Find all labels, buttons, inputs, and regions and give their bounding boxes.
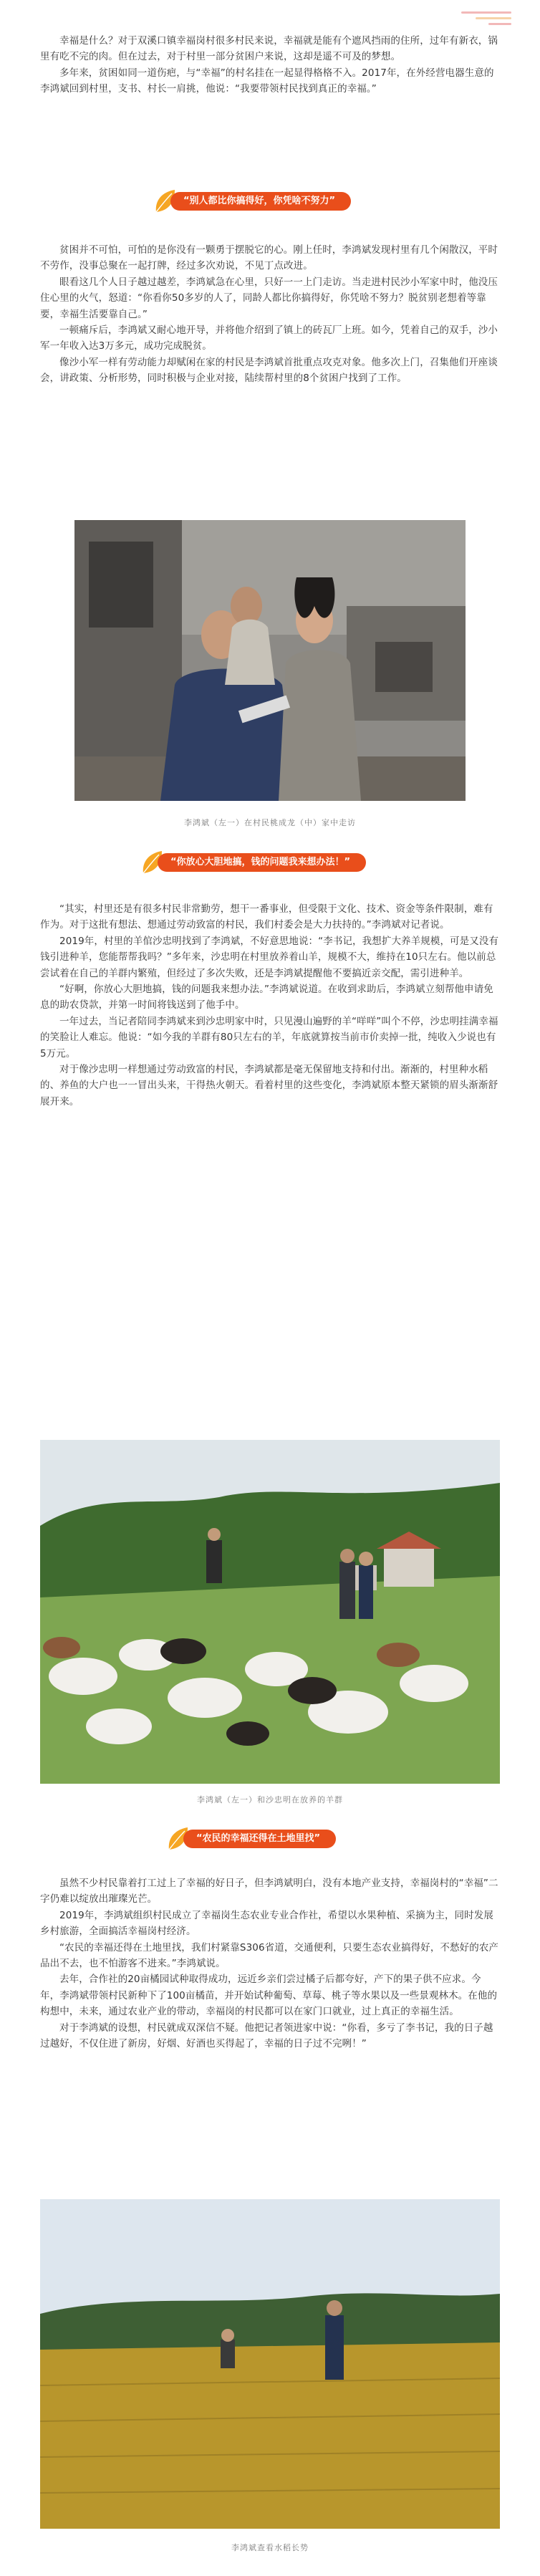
- photo-rice-field: [40, 2199, 500, 2529]
- body-paragraph: 2019年，李鸿斌组织村民成立了幸福岗生态农业专业合作社，希望以水果种植、采摘为主，同时发展乡村旅游，全面搞活幸福岗村经济。: [40, 1909, 493, 1938]
- section-1-body: [40, 242, 500, 387]
- intro-paragraph: 多年来，贫困如同一道伤疤，与“幸福”的村名挂在一起显得格格不入。2017年，在外经营电器生意的李鸿斌回到村里，支书、村长一肩挑，他说：“我要带领村民找到真正的幸福。”: [40, 67, 494, 95]
- body-paragraph: 眼看这几个人日子越过越差，李鸿斌急在心里，只好一一上门走访。当走进村民沙小军家中时，他没压住心里的火气，怒道：“你看你50多岁的人了，同龄人都比你搞得好，你凭啥不努力？脱贫别老想着等靠要，幸福生活要靠自己。”: [40, 276, 498, 320]
- body-paragraph: 对于李鸿斌的设想，村民就成双深信不疑。他把记者领进家中说：“你看，多亏了李书记，我的日子越过越好，不仅住进了新房，好烟、好酒也买得起了，幸福的日子过不完咧！”: [40, 2022, 493, 2050]
- photo-home-visit: [74, 520, 466, 801]
- section-3-body: [40, 1875, 500, 2052]
- corner-deco-icon: [461, 10, 513, 27]
- body-paragraph: 贫困并不可怕，可怕的是你没有一颗勇于摆脱它的心。刚上任时，李鸿斌发现村里有几个闲散汉，平时不劳作，没事总聚在一起打牌，经过多次劝说，不见丁点改进。: [40, 244, 498, 272]
- photo-caption: 李鸿斌（左一）和沙忠明在放养的羊群: [197, 1795, 343, 1804]
- section-heading-2: [140, 849, 366, 876]
- body-paragraph: “其实，村里还是有很多村民非常勤劳，想干一番事业，但受限于文化、技术、资金等条件限制，难有作为。对于这批有想法、想通过劳动致富的村民，我们村委会是大力扶持的。”李鸿斌对记者说。: [40, 903, 493, 931]
- section-heading-text: “你放心大胆地搞，钱的问题我来想办法！”: [158, 853, 366, 872]
- intro-section: [40, 33, 500, 97]
- photo-caption: 李鸿斌（左一）在村民桃成龙（中）家中走访: [184, 818, 356, 827]
- section-heading-3: [166, 1825, 336, 1852]
- body-paragraph: 2019年，村里的羊倌沙忠明找到了李鸿斌，不好意思地说：“李书记，我想扩大养羊规模，可是又没有钱引进种羊，您能帮帮我吗？”多年来，沙忠明在村里放养着山羊，规模不大，维持在10只左右。他以前总尝试着在自己的羊群内繁殖，但经过了多次失败，还是李鸿斌提醒他不要搞近亲交配，需引进种羊。: [40, 935, 499, 979]
- body-paragraph: 虽然不少村民靠着打工过上了幸福的好日子，但李鸿斌明白，没有本地产业支持，幸福岗村的“幸福”二字仍难以绽放出璀璨光芒。: [40, 1878, 498, 1905]
- section-2-body: [40, 901, 500, 1110]
- photo-goat-herd: [40, 1440, 500, 1784]
- body-paragraph: 一顿痛斥后，李鸿斌又耐心地开导，并将他介绍到了镇上的砖瓦厂上班。如今，凭着自己的双手，沙小军一年收入达3万多元，成功完成脱贫。: [40, 325, 498, 352]
- body-paragraph: “好啊，你放心大胆地搞，钱的问题我来想办法。”李鸿斌说道。在收到求助后，李鸿斌立刻帮他申请免息的助农贷款，并第一时间将钱送到了他手中。: [40, 984, 493, 1011]
- photo-caption: 李鸿斌查看水稻长势: [231, 2543, 309, 2552]
- body-paragraph: 一年过去，当记者陪同李鸿斌来到沙忠明家中时，只见漫山遍野的羊“咩咩”叫个不停，沙忠明挂满幸福的笑脸让人难忘。他说：“如今我的羊群有80只左右的羊，年底就算按当前市价卖掉一批，纯收入少说也有5万元。: [40, 1015, 498, 1059]
- body-paragraph: “农民的幸福还得在土地里找，我们村紧靠S306省道，交通便利，只要生态农业搞得好，不愁好的农产品出不去，也不怕游客不进来。”李鸿斌说。: [40, 1941, 499, 1970]
- body-paragraph: 对于像沙忠明一样想通过劳动致富的村民，李鸿斌都是毫无保留地支持和付出。渐渐的，村里种水稻的、养鱼的大户也一一冒出头来，干得热火朝天。看着村里的这些变化，李鸿斌原本整天紧锁的眉头渐渐舒展开来。: [40, 1064, 498, 1107]
- section-heading-text: “别人都比你搞得好，你凭啥不努力”: [170, 192, 351, 211]
- body-paragraph: 去年，合作社的20亩橘园试种取得成功，远近乡亲们尝过橘子后都夸好，产下的果子供不应求。今年，李鸿斌带领村民新种下了100亩橘苗，并开始试种葡萄、草莓、桃子等水果以及一些景观林木。在他的构想中，未来，通过农业产业的带动，幸福岗的村民都可以在家门口就业，过上真正的幸福生活。: [40, 1974, 498, 2018]
- intro-paragraph: 幸福是什么？对于双溪口镇幸福岗村很多村民来说，幸福就是能有个遮风挡雨的住所，过年有新衣，锅里有吃不完的肉。但在过去，对于村里一部分贫困户来说，这却是遥不可及的梦想。: [40, 35, 498, 63]
- section-heading-text: “农民的幸福还得在土地里找”: [183, 1830, 336, 1848]
- section-heading-1: [153, 188, 351, 215]
- body-paragraph: 像沙小军一样有劳动能力却赋闲在家的村民是李鸿斌首批重点攻克对象。他多次上门，召集他们开座谈会，讲政策、分析形势，同时积极与企业对接，陆续帮村里的8个贫困户找到了工作。: [40, 356, 498, 385]
